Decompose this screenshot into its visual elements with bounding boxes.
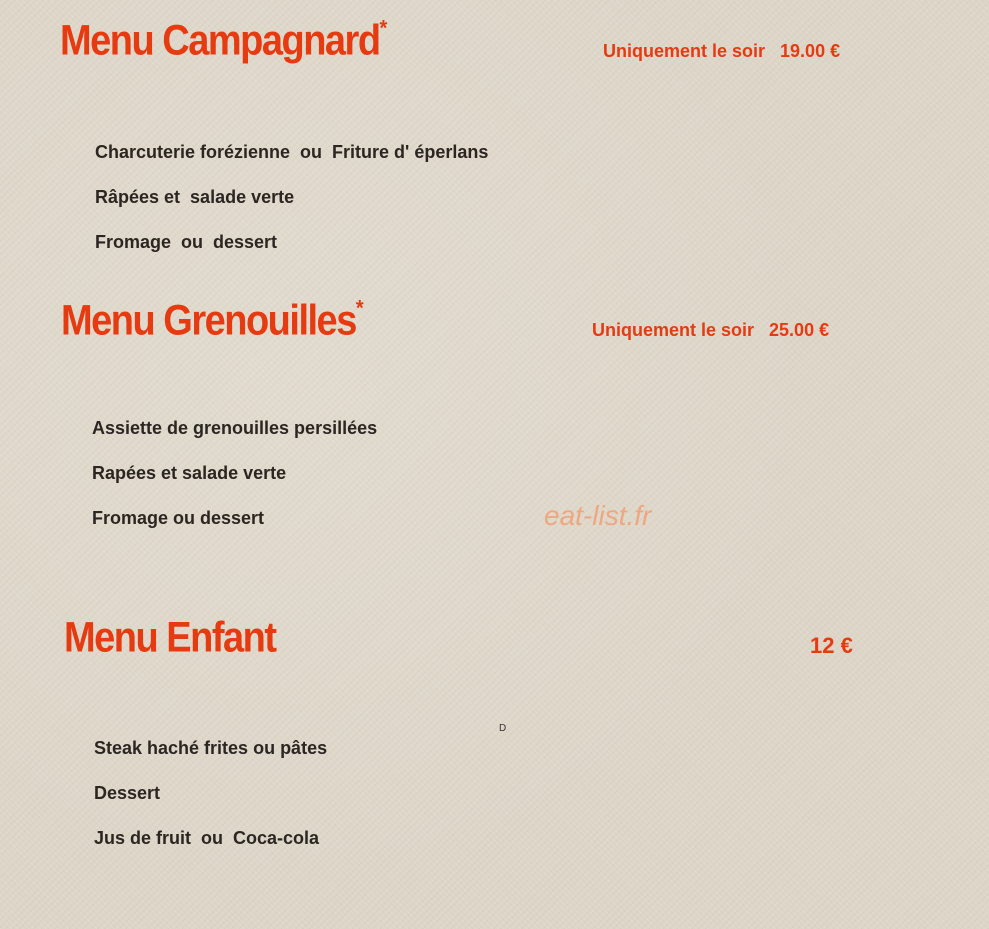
menu-campagnard-asterisk: * (379, 16, 388, 42)
menu-enfant-title (64, 614, 276, 662)
menu-enfant-item-2: Dessert (94, 783, 161, 803)
menu-grenouilles-item-3: Fromage ou dessert (92, 508, 265, 528)
stray-mark: D (499, 723, 507, 734)
menu-campagnard-item-3: Fromage ou dessert (95, 232, 278, 252)
menu-campagnard-item-2: Râpées et salade verte (95, 187, 295, 207)
menu-grenouilles-asterisk: * (355, 296, 364, 322)
menu-grenouilles-title (61, 296, 364, 345)
menu-campagnard-title-text: Menu Campagnard (60, 17, 380, 65)
menu-grenouilles-item-2: Rapées et salade verte (92, 463, 287, 483)
menu-campagnard-item-1: Charcuterie forézienne ou Friture d' éperlans (95, 142, 489, 162)
menu-enfant-item-3: Jus de fruit ou Coca-cola (94, 828, 320, 848)
menu-enfant-title-text: Menu Enfant (64, 614, 276, 662)
menu-campagnard-price: Uniquement le soir 19.00 € (603, 41, 841, 61)
menu-campagnard-title (60, 16, 388, 65)
menu-grenouilles-item-1: Assiette de grenouilles persillées (92, 418, 378, 438)
watermark: eat-list.fr (544, 500, 652, 531)
menu-enfant-item-1: Steak haché frites ou pâtes (94, 738, 328, 758)
menu-enfant-price: 12 € (810, 633, 853, 658)
menu-grenouilles-title-text: Menu Grenouilles (61, 297, 356, 345)
menu-grenouilles-price: Uniquement le soir 25.00 € (592, 320, 830, 340)
